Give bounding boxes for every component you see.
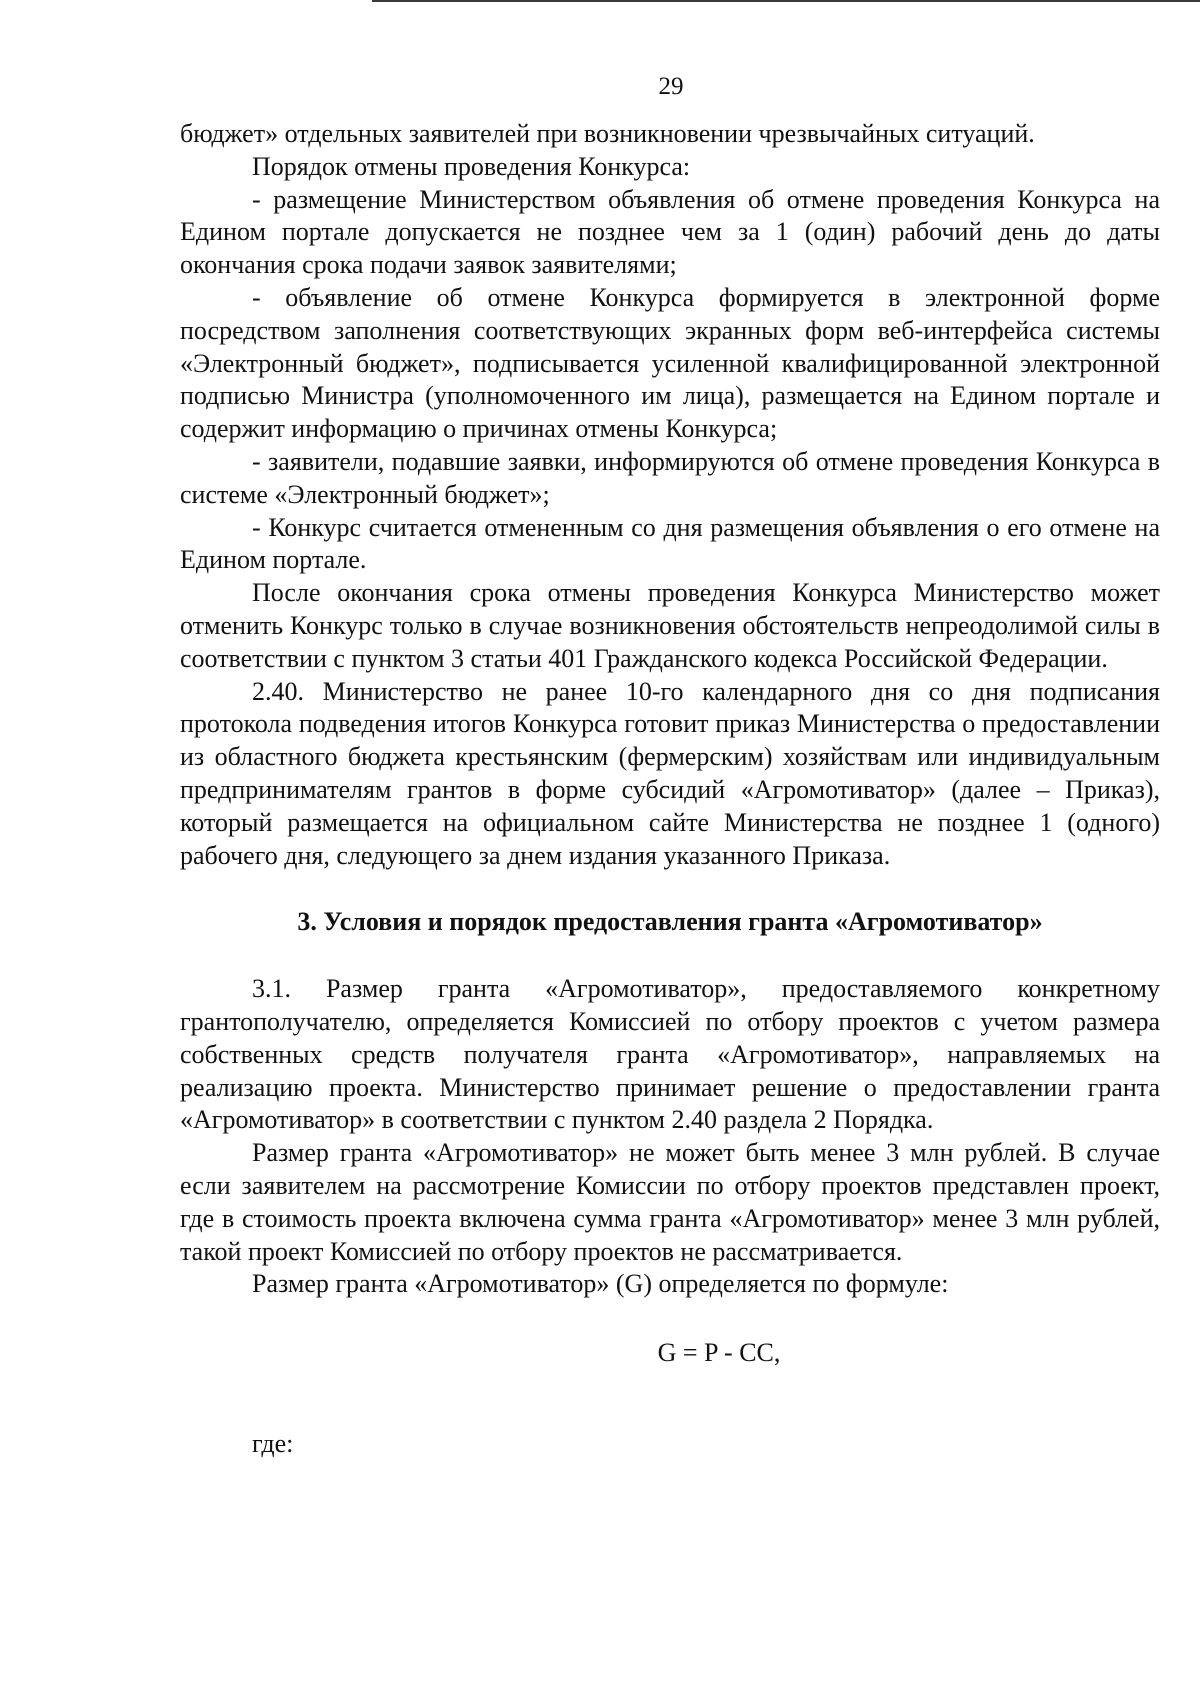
grant-formula: G = P - CC, — [657, 1338, 781, 1368]
document-body — [180, 118, 1160, 1461]
list-item-cancel-announcement: - размещение Министерством объявления об отмене проведения Конкурса на Едином портале допускается не позднее чем за 1 (один) рабочий день до даты окончания срока подачи заявок заявителями; — [180, 184, 1160, 280]
where-label: где: — [252, 1428, 294, 1458]
list-item-applicants-informed: - заявители, подавшие заявки, информируются об отмене проведения Конкурса в системе «Электронный бюджет»; — [180, 446, 1160, 509]
paragraph-continuation: бюджет» отдельных заявителей при возникновении чрезвычайных ситуаций. — [180, 119, 1035, 148]
paragraph-3-1: 3.1. Размер гранта «Агромотиватор», предоставляемого конкретному грантополучателю, определяется Комиссией по отбору проектов с учетом размера собственных средств получателя гранта «Агромотиватор», направляемых на реализацию проекта. Министерство принимает решение о предоставлении гранта «Агромотиватор» в соответствии с пунктом 2.40 раздела 2 Порядка. — [180, 974, 1160, 1135]
scan-top-border — [372, 0, 1200, 2]
paragraph-formula-intro: Размер гранта «Агромотиватор» (G) определяется по формуле: — [252, 1269, 949, 1299]
paragraph-force-majeure: После окончания срока отмены проведения Конкурса Министерство может отменить Конкурс только в случае возникновения обстоятельств непреодолимой силы в соответствии с пунктом 3 статьи 401 Гражданского кодекса Российской Федерации. — [180, 578, 1160, 673]
list-item-contest-cancelled: - Конкурс считается отмененным со дня размещения объявления о его отмене на Едином портале. — [180, 512, 1160, 575]
list-item-cancel-electronic-form: - объявление об отмене Конкурса формируется в электронной форме посредством заполнения соответствующих экранных форм веб-интерфейса системы «Электронный бюджет», подписывается усиленной квалифицированной электронной подписью Министра (уполномоченного им лица), размещается на Едином портале и содержит информацию о причинах отмены Конкурса; — [180, 282, 1160, 444]
paragraph-2-40: 2.40. Министерство не ранее 10-го календарного дня со дня подписания протокола подведения итогов Конкурса готовит приказ Министерства о предоставлении из областного бюджета крестьянским (фермерским) хозяйствам или индивидуальным предпринимателям грантов в форме субсидий «Агромотиватор» (далее – Приказ), который размещается на официальном сайте Министерства не позднее 1 (одного) рабочего дня, следующего за днем издания указанного Приказа. — [180, 676, 1160, 870]
section-heading: 3. Условия и порядок предоставления гранта «Агромотиватор» — [297, 907, 1043, 937]
paragraph-cancel-order: Порядок отмены проведения Конкурса: — [252, 151, 691, 181]
paragraph-minimum-grant: Размер гранта «Агромотиватор» не может быть менее 3 млн рублей. В случае если заявителем на рассмотрение Комиссии по отбору проектов представлен проект, где в стоимость проекта включена сумма гранта «Агромотиватор» менее 3 млн рублей, такой проект Комиссией по отбору проектов не рассматривается. — [180, 1138, 1160, 1266]
page-number: 29 — [658, 73, 684, 100]
